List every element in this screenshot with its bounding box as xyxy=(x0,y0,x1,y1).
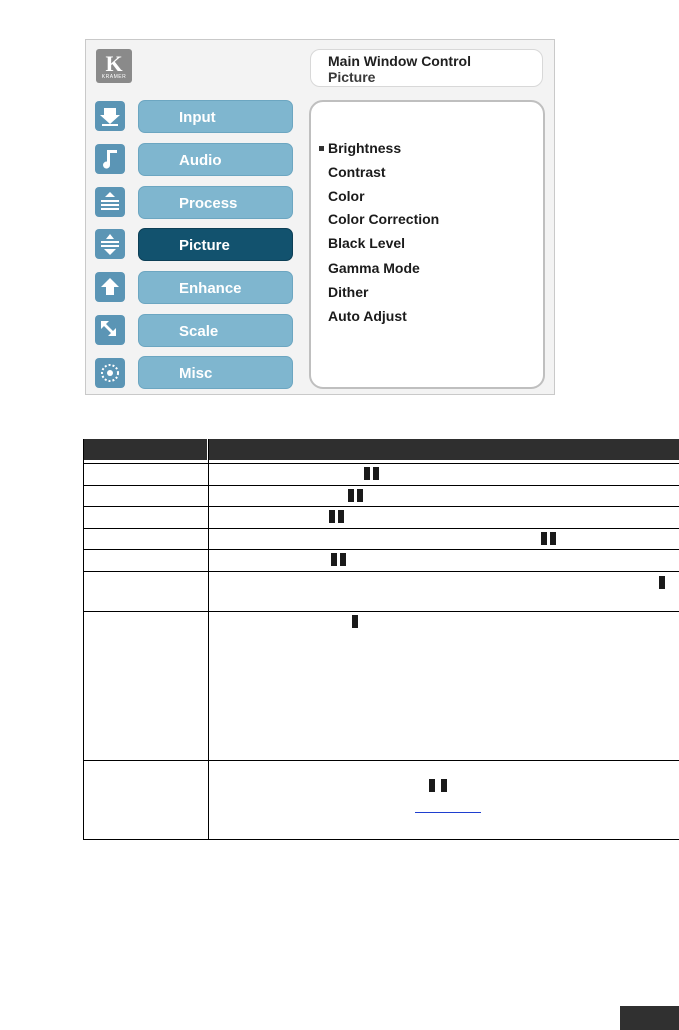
menu-picture-button[interactable]: Picture xyxy=(138,228,293,261)
osd-screenshot xyxy=(85,39,555,395)
table-row xyxy=(83,839,679,840)
key-icon xyxy=(340,553,346,566)
logo-letter: K xyxy=(105,51,123,76)
menu-misc-button[interactable]: Misc xyxy=(138,356,293,389)
submenu-item-contrast[interactable]: Contrast xyxy=(328,164,386,180)
submenu-item-black-level[interactable]: Black Level xyxy=(328,235,406,251)
menu-process-button[interactable]: Process xyxy=(138,186,293,219)
key-icon xyxy=(441,779,447,792)
window-title: Main Window Control xyxy=(328,53,471,69)
selected-bullet xyxy=(319,146,324,151)
key-icon xyxy=(338,510,344,523)
table-row xyxy=(83,463,679,464)
key-icon xyxy=(429,779,435,792)
input-icon[interactable] xyxy=(95,101,125,131)
menu-enhance-button[interactable]: Enhance xyxy=(138,271,293,304)
hyperlink[interactable] xyxy=(415,812,481,813)
submenu-item-auto-adjust[interactable]: Auto Adjust xyxy=(328,308,407,324)
enhance-icon[interactable] xyxy=(95,272,125,302)
table-row xyxy=(83,611,679,612)
process-icon[interactable] xyxy=(95,187,125,217)
table-border-left xyxy=(83,439,84,840)
key-icon xyxy=(352,615,358,628)
menu-input-button[interactable]: Input xyxy=(138,100,293,133)
submenu-item-gamma-mode[interactable]: Gamma Mode xyxy=(328,260,420,276)
menu-scale-button[interactable]: Scale xyxy=(138,314,293,347)
page-number-tab xyxy=(620,1006,679,1030)
scale-icon[interactable] xyxy=(95,315,125,345)
kramer-logo xyxy=(96,49,132,83)
logo-name: KRAMER xyxy=(101,74,127,80)
key-icon xyxy=(364,467,370,480)
key-icon xyxy=(550,532,556,545)
key-icon xyxy=(373,467,379,480)
table-row xyxy=(83,760,679,761)
table-row xyxy=(83,571,679,572)
submenu-item-color-correction[interactable]: Color Correction xyxy=(328,211,440,227)
table-row xyxy=(83,528,679,529)
submenu-item-color[interactable]: Color xyxy=(328,188,365,204)
misc-icon[interactable] xyxy=(95,358,125,388)
key-icon xyxy=(329,510,335,523)
submenu-item-brightness[interactable]: Brightness xyxy=(328,140,402,156)
table-row xyxy=(83,485,679,486)
key-icon xyxy=(659,576,665,589)
settings-table xyxy=(83,439,679,840)
key-icon xyxy=(541,532,547,545)
menu-audio-button[interactable]: Audio xyxy=(138,143,293,176)
picture-icon[interactable] xyxy=(95,229,125,259)
music-note-icon[interactable] xyxy=(95,144,125,174)
key-icon xyxy=(348,489,354,502)
window-subtitle: Picture xyxy=(328,69,376,85)
table-row xyxy=(83,549,679,550)
table-header xyxy=(83,439,679,460)
submenu-item-dither[interactable]: Dither xyxy=(328,284,369,300)
table-row xyxy=(83,506,679,507)
key-icon xyxy=(357,489,363,502)
table-column-divider xyxy=(208,439,209,840)
key-icon xyxy=(331,553,337,566)
